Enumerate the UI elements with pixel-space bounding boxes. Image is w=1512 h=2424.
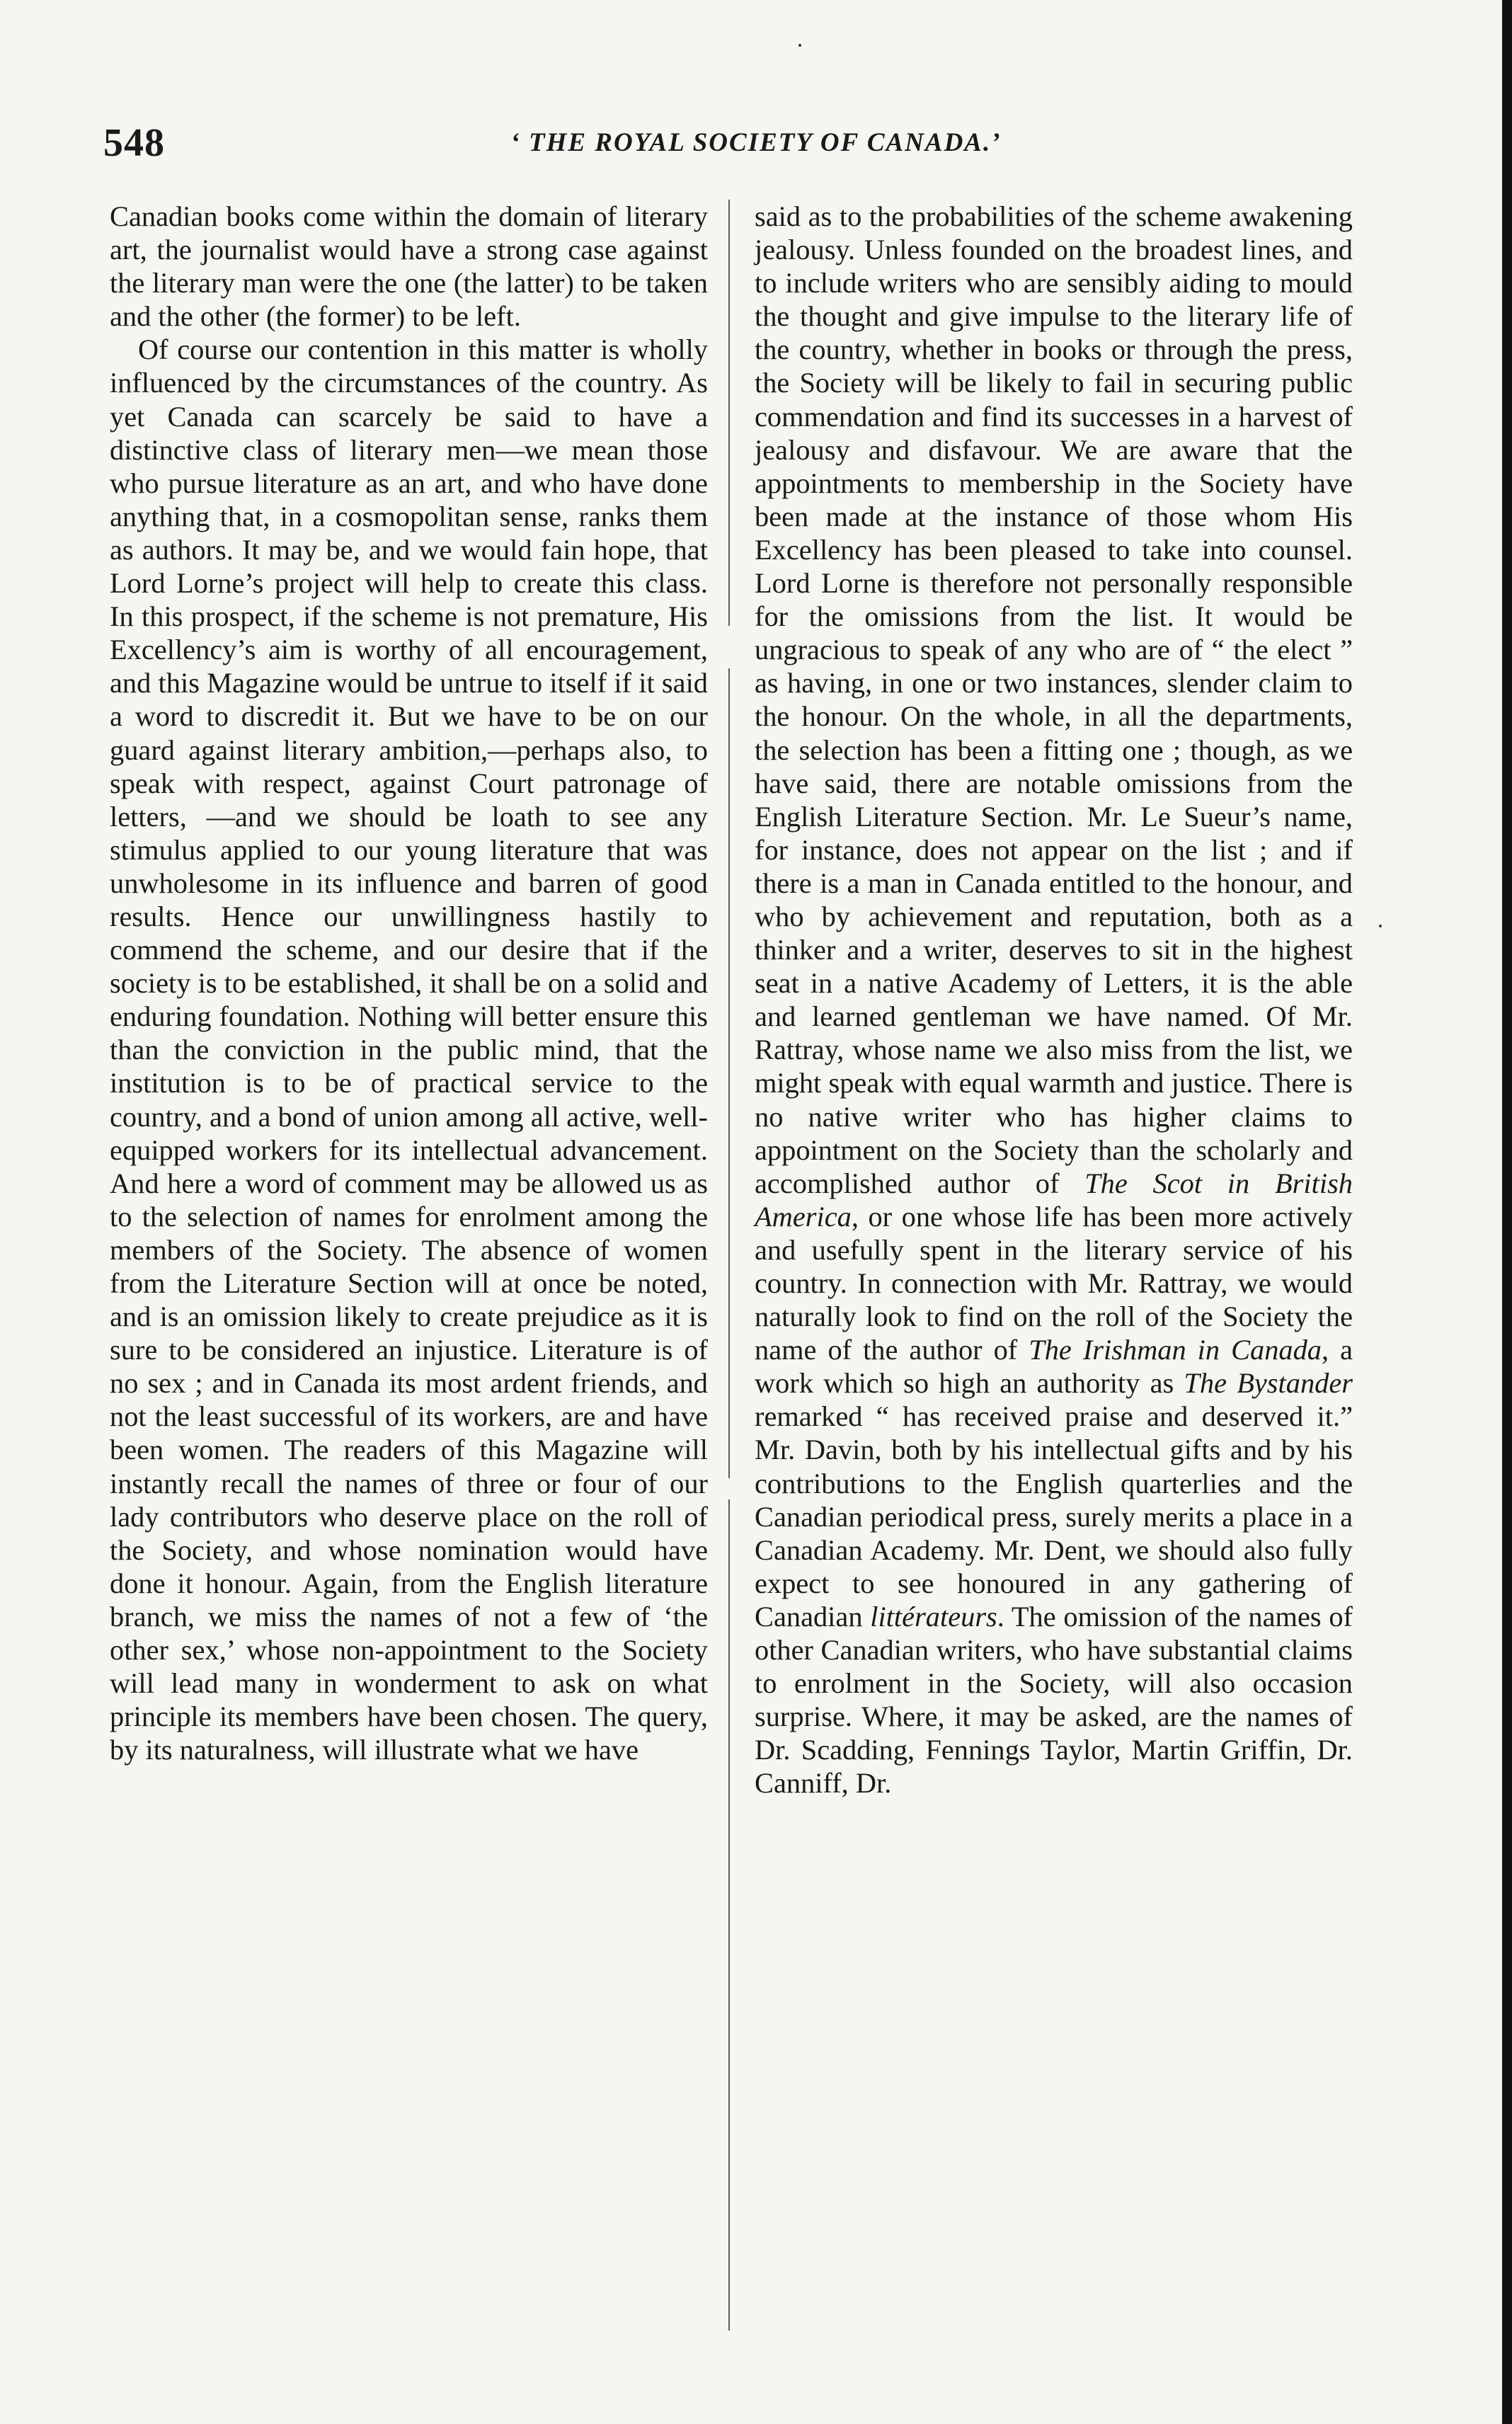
column-rule <box>728 200 730 2331</box>
book-title: The Scot in British America <box>755 1167 1353 1233</box>
running-head: ‘ THE ROYAL SOCIETY OF CANADA.’ <box>510 128 1002 157</box>
text-run: , or one whose life has been more actively and usefully spent in the literary service of his country. In connection with Mr. Rattray, we would naturally look to find on the roll of the Society the name of the author of <box>755 1200 1353 1366</box>
right-column <box>755 200 1353 1800</box>
foreign-term: littérateurs <box>870 1600 997 1633</box>
periodical-title: The Bystander <box>1184 1367 1353 1400</box>
left-paragraph-2: Of course our contention in this matter is wholly influenced by the circumstances of the country. As yet Canada can scarcely be said to have a distinctive class of literary men—we mean those who pursue literature as an art, and who have done anything that, in a cosmopolitan sense, ranks them as authors. It may be, and we would fain hope, that Lord Lorne’s project will help to create this class. In this prospect, if the scheme is not premature, His Excellency’s aim is worthy of all encouragement, and this Magazine would be untrue to itself if it said a word to discredit it. But we have to be on our guard against literary ambition,—perhaps also, to speak with respect, against Court patronage of letters, —and we should be loath to see any stimulus applied to our young literature that was unwholesome in its influence and barren of good results. Hence our unwillingness hastily to commend the scheme, and our desire that if the society is to be established, it shall be on a solid and enduring foundation. Nothing will better ensure this than the conviction in the public mind, that the institution is to be of practical service to the country, and a bond of union among all active, well-equipped workers for its intellectual advancement. And here a word of comment may be allowed us as to the selection of names for enrolment among the members of the Society. The absence of women from the Literature Section will at once be noted, and is an omission likely to create prejudice as it is sure to be considered an injustice. Literature is of no sex ; and in Canada its most ardent friends, and not the least successful of its workers, are and have been women. The readers of this Magazine will instantly recall the names of three or four of our lady contributors who deserve place on the roll of the Society, and whose nomination would have done it honour. Again, from the English literature branch, we miss the names of not a few of ‘the other sex,’ whose non-appointment to the Society will lead many in wonderment to ask on what principle its members have been chosen. The query, by its naturalness, will illustrate what we have <box>110 333 708 1766</box>
text-run: , a work which so high an authority as <box>755 1334 1353 1400</box>
left-column <box>110 200 708 1766</box>
text-run: said as to the probabilities of the scheme awakening jealousy. Unless founded on the broadest lines, and to include writers who are sensibly aiding to mould the thought and give impulse to the literary life of the country, whether in books or through the press, the Society will be likely to fail in securing public commendation and find its successes in a harvest of jealousy and disfavour. We are aware that the appointments to membership in the Society have been made at the instance of those whom His Excellency has been pleased to take into counsel. Lord Lorne is therefore not personally responsible for the omissions from the list. It would be ungracious to speak of any who are of “ the elect ” as having, in one or two instances, slender claim to the honour. On the whole, in all the departments, the selection has been a fitting one ; though, as we have said, there are notable omissions from the English Literature Section. Mr. Le Sueur’s name, for instance, does not appear on the list ; and if there is a man in Canada entitled to the honour, and who by achievement and reputation, both as a thinker and a writer, deserves to sit in the highest seat in a native Academy of Letters, it is the able and learned gentleman we have named. Of Mr. Rattray, whose name we also miss from the list, we might speak with equal warmth and justice. There is no native writer who has higher claims to appointment on the Society than the scholarly and accomplished author of <box>755 200 1353 1199</box>
book-title: The Irishman in Canada <box>1029 1334 1322 1366</box>
left-paragraph-1: Canadian books come within the domain of literary art, the journalist would have a strong case against the literary man were the one (the latter) to be taken and the other (the former) to be left. <box>110 200 708 333</box>
text-run: . The omission of the names of other Canadian writers, who have substantial claims to enrolment in the Society, will also occasion surprise. Where, it may be asked, are the names of Dr. Scadding, Fennings Taylor, Martin Griffin, Dr. Canniff, Dr. <box>755 1600 1353 1800</box>
paper-speck <box>798 44 801 47</box>
right-paragraph-1 <box>755 200 1353 1800</box>
page-number: 548 <box>103 121 165 165</box>
paper-speck <box>1379 925 1382 927</box>
text-run: remarked “ has received praise and deserved it.” Mr. Davin, both by his intellectual gifts and by his contributions to the English quarterlies and the Canadian periodical press, surely merits a place in a Canadian Academy. Mr. Dent, we should also fully expect to see honoured in any gathering of Canadian <box>755 1400 1353 1633</box>
page-edge-shadow <box>1502 0 1512 2424</box>
